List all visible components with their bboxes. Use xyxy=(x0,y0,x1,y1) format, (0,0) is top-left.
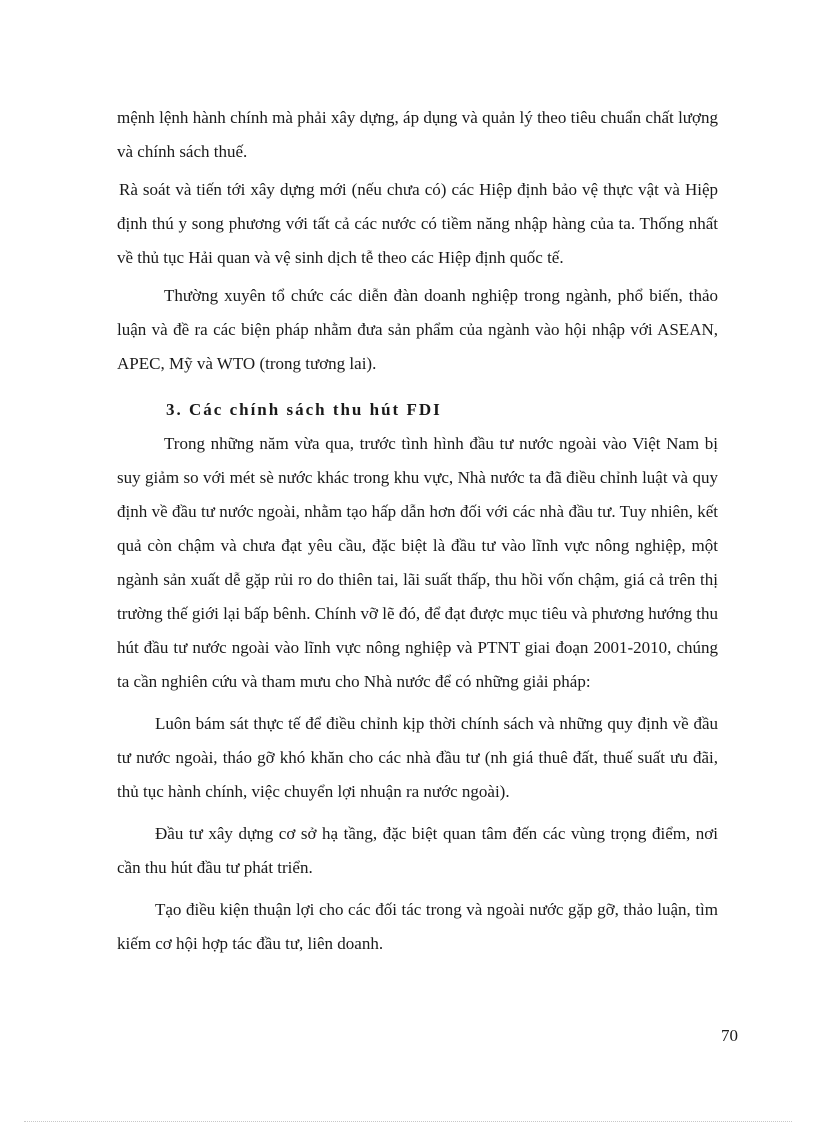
footer-divider xyxy=(24,1121,792,1122)
paragraph-policy-adjustment: Luôn bám sát thực tế để điều chỉnh kịp thời chính sách và những quy định về đầu tư nước ngoài, tháo gỡ khó khăn cho các nhà đầu tư (nh giá thuê đất, thuế suất ưu đãi, thủ tục hành chính, việc chuyển lợi nhuận ra nước ngoài). xyxy=(117,714,718,801)
section-heading-fdi-policies: 3. Các chính sách thu hút FDI xyxy=(166,400,442,419)
paragraph-partner-meetings: Tạo điều kiện thuận lợi cho các đối tác trong và ngoài nước gặp gỡ, thảo luận, tìm kiếm cơ hội hợp tác đầu tư, liên doanh. xyxy=(117,900,718,953)
paragraph-standards-tax: mệnh lệnh hành chính mà phải xây dựng, áp dụng và quản lý theo tiêu chuẩn chất lượng và chính sách thuế. xyxy=(117,108,718,161)
page-number: 70 xyxy=(721,1026,738,1045)
paragraph-fdi-situation: Trong những năm vừa qua, trước tình hình đầu tư nước ngoài vào Việt Nam bị suy giảm so với mét sè nước khác trong khu vực, Nhà nước ta đã điều chỉnh luật và quy định về đầu tư nước ngoài, nhằm tạo hấp dẫn hơn đối với các nhà đầu tư. Tuy nhiên, kết quả còn chậm và chưa đạt yêu cầu, đặc biệt là đầu tư vào lĩnh vực nông nghiệp, một ngành sản xuất dễ gặp rủi ro do thiên tai, lãi suất thấp, thu hồi vốn chậm, giá cả trên thị trường thế giới lại bấp bênh. Chính vỡ lẽ đó, để đạt được mục tiêu và phương hướng thu hút đầu tư nước ngoài vào lĩnh vực nông nghiệp và PTNT giai đoạn 2001-2010, chúng ta cần nghiên cứu và tham mưu cho Nhà nước để có những giải pháp: xyxy=(117,434,718,691)
page-body xyxy=(117,101,718,961)
paragraph-infrastructure: Đầu tư xây dựng cơ sở hạ tầng, đặc biệt quan tâm đến các vùng trọng điểm, nơi cần thu hút đầu tư phát triển. xyxy=(117,824,718,877)
paragraph-business-forums: Thường xuyên tổ chức các diễn đàn doanh nghiệp trong ngành, phổ biến, thảo luận và đề ra các biện pháp nhằm đưa sản phẩm của ngành vào hội nhập với ASEAN, APEC, Mỹ và WTO (trong tương lai). xyxy=(117,286,718,373)
paragraph-bilateral-agreements: Rà soát và tiến tới xây dựng mới (nếu chưa có) các Hiệp định bảo vệ thực vật và Hiệp định thú y song phương với tất cả các nước có tiềm năng nhập hàng của ta. Thống nhất về thủ tục Hải quan và vệ sinh dịch tễ theo các Hiệp định quốc tế. xyxy=(117,180,718,267)
